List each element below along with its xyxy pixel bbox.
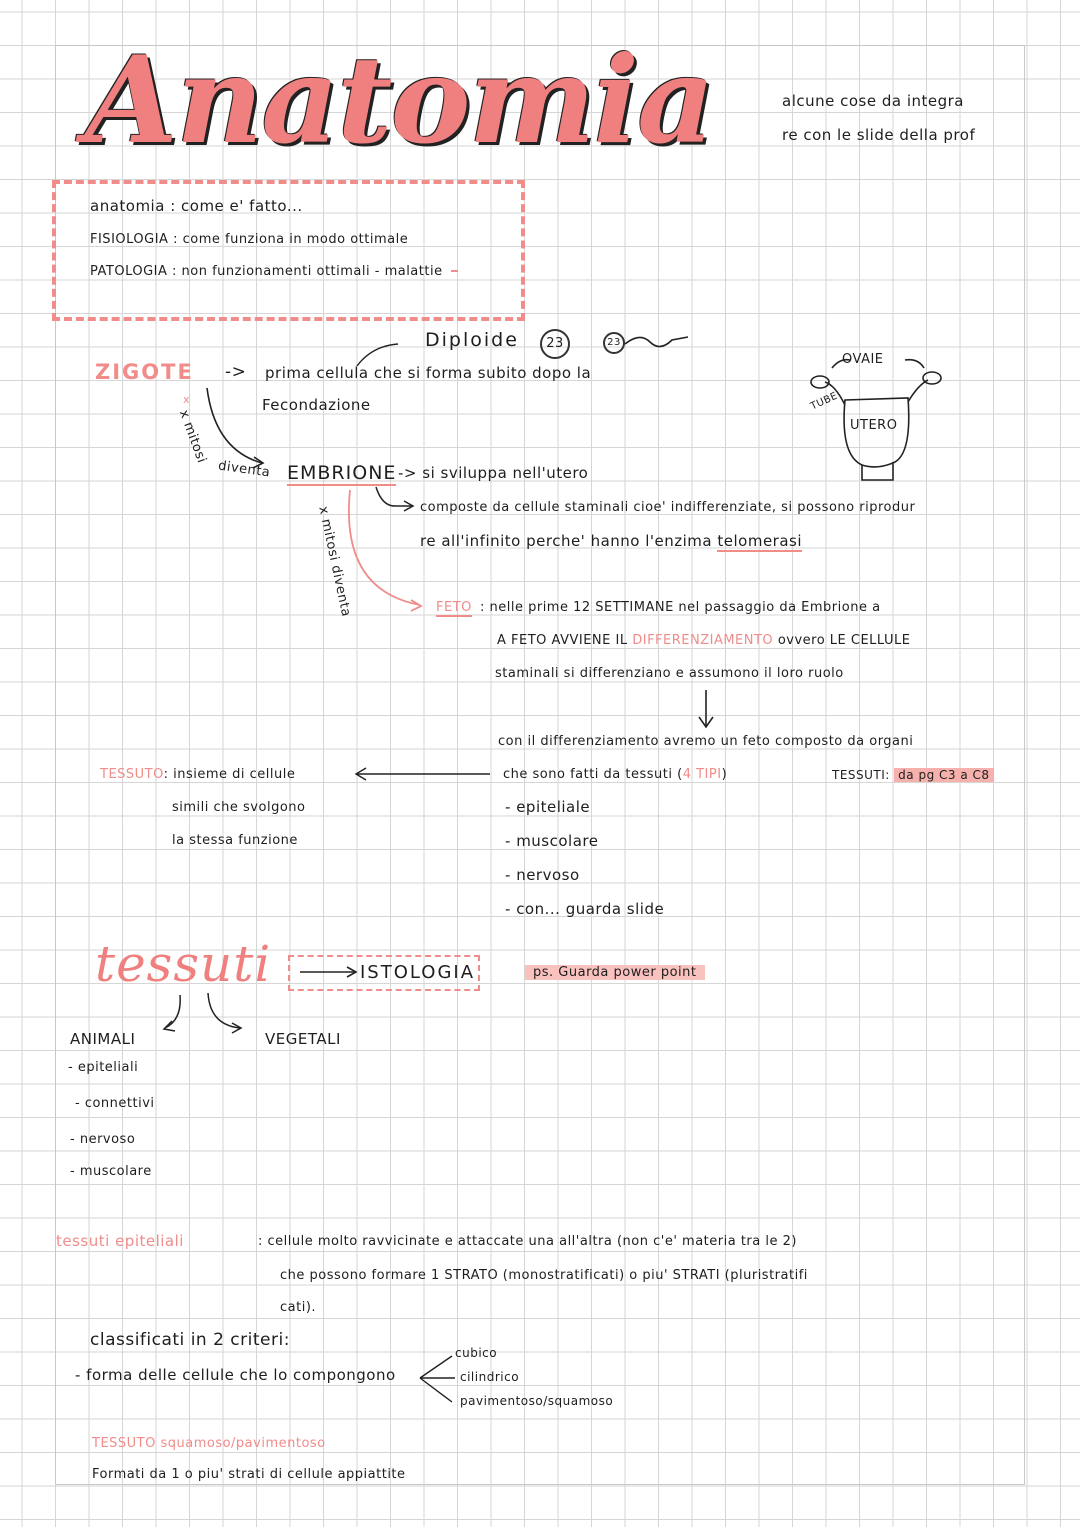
right-ovary: [923, 372, 941, 384]
embrione-arrow: -> si sviluppa nell'utero: [398, 464, 589, 482]
istologia-label: ISTOLOGIA: [360, 962, 476, 983]
animali-label: ANIMALI: [70, 1030, 136, 1048]
organs-line1: con il differenziamento avremo un feto composto da organi: [498, 734, 914, 749]
organ-list-text: muscolare: [516, 832, 599, 850]
animali-list-item: - nervoso: [70, 1132, 136, 1147]
chromosome-count-b: 23: [603, 332, 625, 354]
embrione-label: EMBRIONE: [287, 462, 397, 484]
chromosome-count-a: 23: [540, 329, 570, 359]
tessuto-line3: la stessa funzione: [172, 833, 298, 848]
right-tube: [908, 380, 928, 402]
tessuto-line2: simili che svolgono: [172, 800, 306, 815]
forma-criterion: - forma delle cellule che lo compongono: [75, 1366, 396, 1384]
mitosi-x-mark: x: [183, 393, 190, 406]
embrione-mitosi-label: x mitosi diventa: [315, 505, 354, 619]
arrow-diploide: [357, 344, 398, 366]
epiteliali-line2: che possono formare 1 STRATO (monostratificati) o piu' STRATI (pluristratifi: [280, 1268, 808, 1283]
ovaie-pointers: [832, 360, 924, 368]
arrow-vegetali: [208, 993, 240, 1028]
zigote-arrow: ->: [225, 362, 247, 382]
mitosi-label: x mitosi: [175, 408, 209, 466]
animali-list-item: - connettivi: [75, 1096, 155, 1111]
telomerasi-term: telomerasi: [717, 532, 803, 550]
definition-term: FISIOLOGIA: [90, 232, 169, 247]
feto-line1: : nelle prime 12 SETTIMANE nel passaggio da Embrione a: [480, 600, 881, 615]
tube-label: TUBE: [809, 390, 840, 413]
diventa-label: diventa: [217, 458, 272, 481]
definition-text: : non funzionamenti ottimali - malattie: [172, 264, 443, 279]
tessuti-pg-label: TESSUTI:: [832, 768, 890, 782]
organ-list-text: epiteliale: [516, 798, 591, 816]
organs-line2a: che sono fatti da tessuti (: [503, 767, 683, 782]
side-note-line2: re con le slide della prof: [782, 126, 976, 144]
zigote-desc-line1: prima cellula che si forma subito dopo la: [265, 364, 592, 382]
page-title: Anatomia: [85, 30, 713, 171]
ovaie-label: OVAIE: [842, 352, 884, 367]
epiteliali-line1: : cellule molto ravvicinate e attaccate una all'altra (non c'e' materia tra le 2): [258, 1234, 797, 1249]
tessuto-term: TESSUTO: [100, 767, 164, 782]
definition-term: anatomia: [90, 197, 165, 215]
feto-line2a: A FETO AVVIENE IL: [497, 633, 628, 648]
animali-list-text: muscolare: [79, 1164, 152, 1179]
animali-list-item: - muscolare: [70, 1164, 152, 1179]
arrow-animali: [165, 995, 180, 1028]
epiteliali-term: tessuti epiteliali: [56, 1232, 184, 1250]
organ-list-item: - con... guarda slide: [505, 900, 665, 918]
shape-pavimentoso: pavimentoso/squamoso: [460, 1394, 614, 1408]
tessuti-pg-value: da pg C3 a C8: [894, 768, 993, 782]
shape-cubico: cubico: [455, 1346, 498, 1360]
definition-term: PATOLOGIA: [90, 264, 168, 279]
zigote-label: ZIGOTE: [95, 360, 194, 384]
uterus-body: [844, 398, 909, 467]
utero-label: UTERO: [850, 418, 898, 433]
chromosome-squiggle: [625, 337, 688, 347]
organ-list-item: - epiteliale: [505, 798, 591, 816]
feto-label: FETO: [436, 600, 472, 615]
arrow-zigote-embrione: [207, 388, 262, 463]
tessuti-title: tessuti: [95, 935, 272, 993]
criteri-heading: classificati in 2 criteri:: [90, 1330, 290, 1350]
animali-list-text: nervoso: [79, 1132, 136, 1147]
organs-line2b: ): [721, 767, 728, 782]
feto-line3: staminali si differenziano e assumono il loro ruolo: [495, 666, 844, 681]
organ-list-item: - muscolare: [505, 832, 599, 850]
animali-list-item: - epiteliali: [68, 1060, 139, 1075]
squamoso-text: Formati da 1 o piu' strati di cellule appiattite: [92, 1467, 406, 1482]
zigote-desc-line2: Fecondazione: [262, 396, 371, 414]
embrione-line1: composte da cellule staminali cioe' indifferenziate, si possono riprodur: [420, 500, 916, 515]
organ-list-text: con... guarda slide: [516, 900, 665, 918]
tessuto-line1: : insieme di cellule: [163, 767, 296, 782]
shape-bracket: [420, 1356, 455, 1402]
organ-list-item: - nervoso: [505, 866, 580, 884]
tipi-count: 4 TIPI: [682, 767, 722, 782]
definition-text: : come e' fatto...: [170, 197, 303, 215]
animali-list-text: epiteliali: [77, 1060, 139, 1075]
ps-note: ps. Guarda power point: [525, 965, 705, 980]
shape-cilindrico: cilindrico: [460, 1370, 520, 1384]
squamoso-title: TESSUTO squamoso/pavimentoso: [92, 1436, 326, 1451]
organ-list-text: nervoso: [516, 866, 580, 884]
side-note-line1: alcune cose da integra: [782, 92, 964, 110]
uterus-sketch: [811, 360, 941, 480]
feto-line2b: ovvero LE CELLULE: [777, 633, 911, 648]
differenziamento-term: DIFFERENZIAMENTO: [632, 633, 774, 648]
diploide-label: Diploide: [425, 329, 519, 351]
definition-text: : come funziona in modo ottimale: [173, 232, 409, 247]
vegetali-label: VEGETALI: [265, 1030, 341, 1048]
embrione-line2-text: re all'infinito perche' hanno l'enzima: [420, 532, 713, 550]
animali-list-text: connettivi: [84, 1096, 155, 1111]
epiteliali-line3: cati).: [280, 1300, 317, 1315]
